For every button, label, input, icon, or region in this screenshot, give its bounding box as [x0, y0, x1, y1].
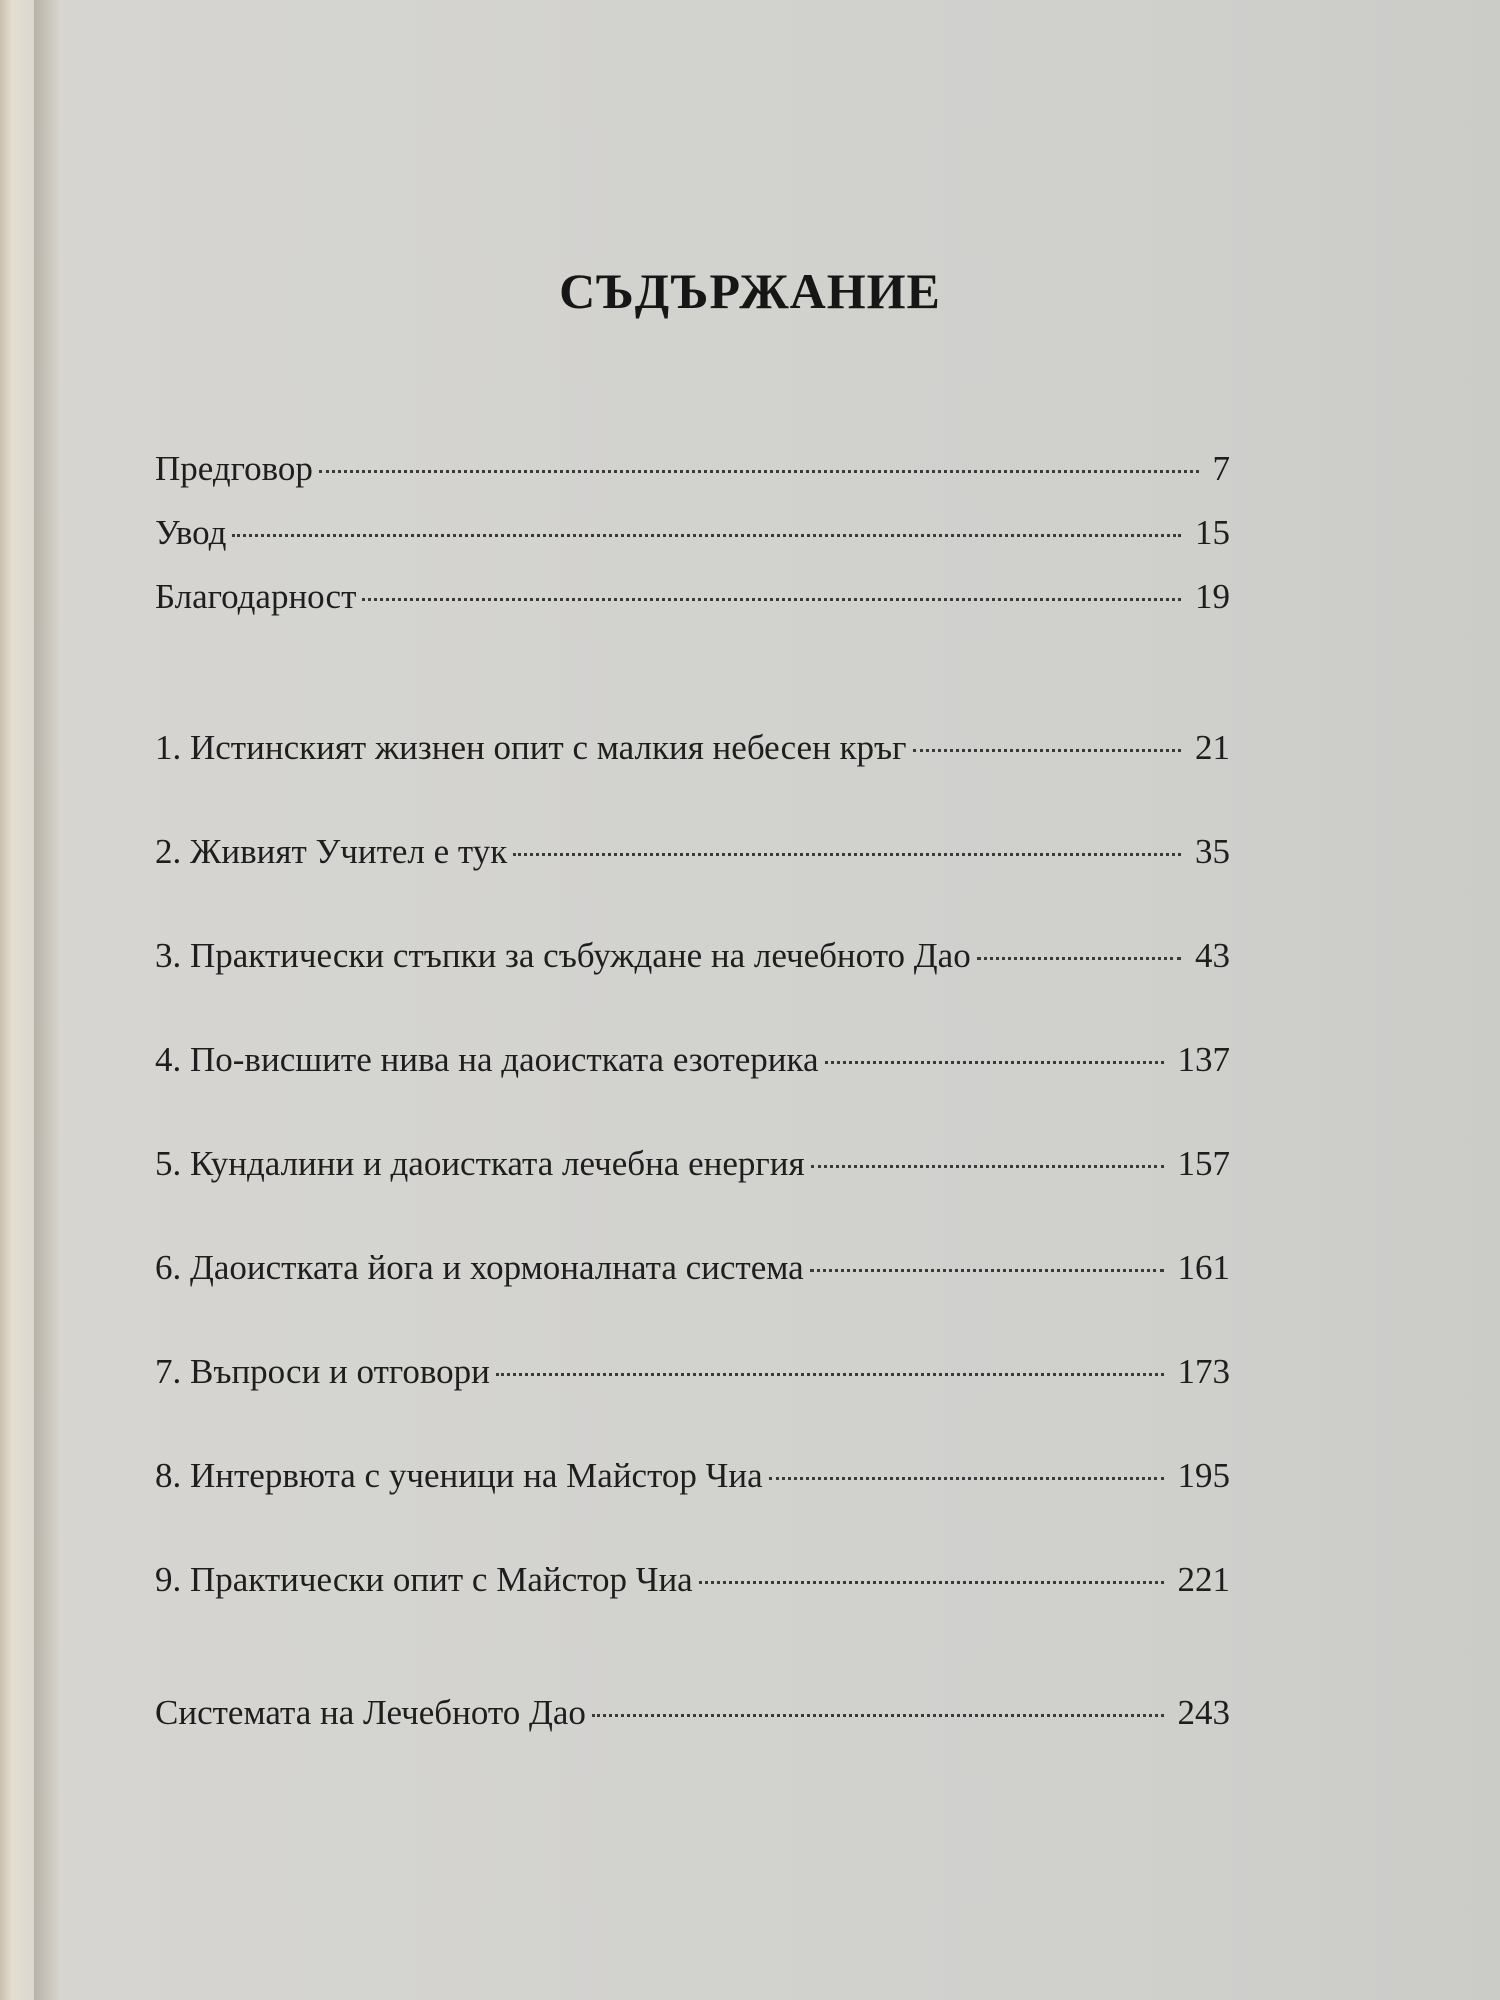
dot-leader [496, 1373, 1164, 1376]
dot-leader [769, 1477, 1164, 1480]
toc-entry-label: Увод [155, 513, 227, 552]
toc-entry [155, 1142, 1230, 1186]
dot-leader [825, 1061, 1164, 1064]
toc-page-number: 137 [1177, 1040, 1230, 1079]
toc-entry-label: 2. Живият Учител е тук [155, 832, 508, 871]
toc-page-number: 19 [1195, 577, 1230, 616]
toc-entry [155, 447, 1230, 491]
toc-entry [155, 1350, 1230, 1394]
toc-entry [155, 1454, 1230, 1498]
dot-leader [810, 1269, 1164, 1272]
toc-entry-label: Предговор [155, 449, 313, 488]
page-title: СЪДЪРЖАНИЕ [559, 263, 941, 319]
toc-entry-label: 8. Интервюта с ученици на Майстор Чиа [155, 1456, 763, 1495]
dot-leader [977, 957, 1181, 960]
toc-entry [155, 575, 1230, 619]
toc-page-number: 43 [1195, 936, 1230, 975]
dot-leader [699, 1581, 1164, 1584]
toc-entry [155, 934, 1230, 978]
toc-entry-label: 4. По-висшите нива на даоистката езотерика [155, 1040, 819, 1079]
toc-page-number: 195 [1177, 1456, 1230, 1495]
toc-entry [155, 511, 1230, 555]
table-of-contents [155, 0, 1230, 2000]
dot-leader [513, 853, 1181, 856]
toc-entry-label: 3. Практически стъпки за събуждане на лечебното Дао [155, 936, 971, 975]
toc-entry [155, 1038, 1230, 1082]
toc-page-number: 221 [1177, 1560, 1230, 1599]
toc-entry [155, 1691, 1230, 1735]
dot-leader [913, 749, 1181, 752]
toc-page-number: 7 [1212, 449, 1230, 488]
dot-leader [362, 598, 1181, 601]
toc-page-number: 15 [1195, 513, 1230, 552]
toc-page-number: 173 [1177, 1352, 1230, 1391]
toc-entry-label: 1. Истинският жизнен опит с малкия небесен кръг [155, 728, 907, 767]
dot-leader [592, 1714, 1164, 1717]
toc-entry [155, 1246, 1230, 1290]
toc-entry-label: 7. Въпроси и отговори [155, 1352, 490, 1391]
dot-leader [811, 1165, 1164, 1168]
toc-page-number: 243 [1177, 1693, 1230, 1732]
toc-entry-label: Благодарност [155, 577, 357, 616]
dot-leader [232, 534, 1181, 537]
toc-entry-label: Системата на Лечебното Дао [155, 1693, 586, 1732]
toc-entry [155, 1558, 1230, 1602]
toc-entry-label: 9. Практически опит с Майстор Чиа [155, 1560, 693, 1599]
toc-entry-label: 5. Кундалини и даоистката лечебна енергия [155, 1144, 805, 1183]
toc-page-number: 35 [1195, 832, 1230, 871]
toc-page-number: 21 [1195, 728, 1230, 767]
toc-page-number: 157 [1177, 1144, 1230, 1183]
toc-entry-label: 6. Даоистката йога и хормоналната система [155, 1248, 804, 1287]
toc-entry [155, 726, 1230, 770]
toc-page-number: 161 [1177, 1248, 1230, 1287]
dot-leader [319, 470, 1199, 473]
toc-entry [155, 830, 1230, 874]
